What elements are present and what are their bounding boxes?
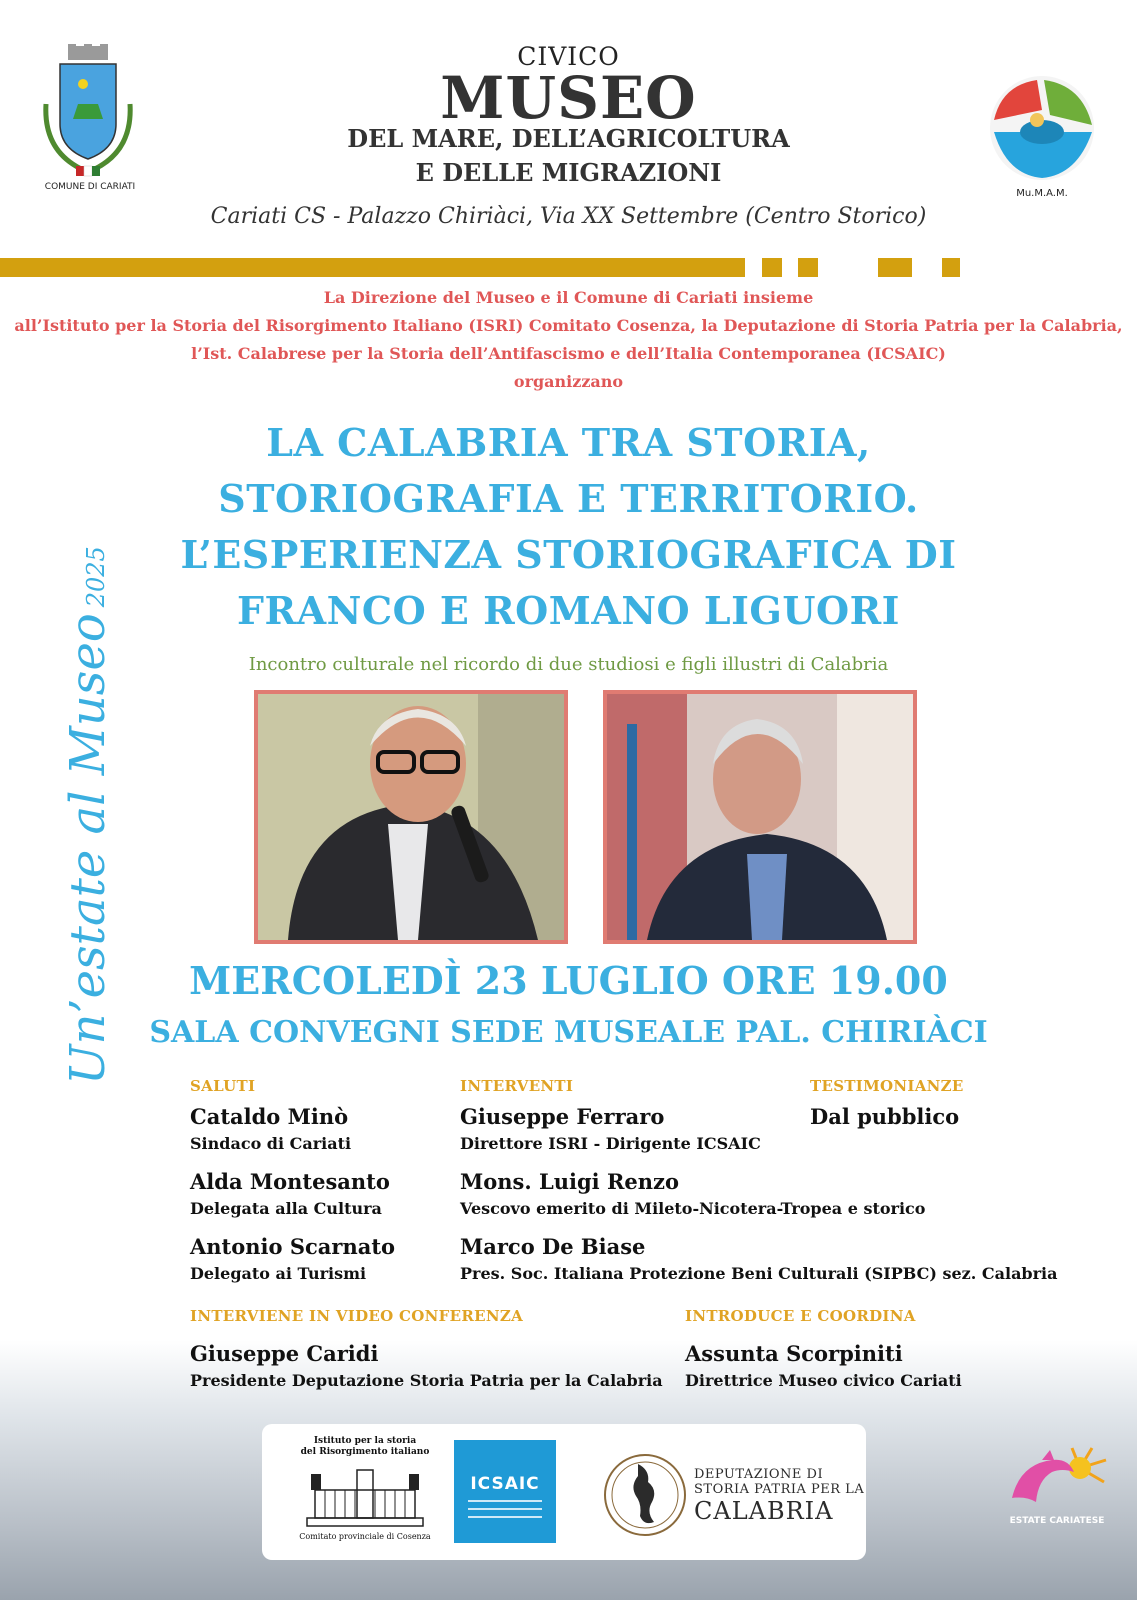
saluti-heading: SALUTI bbox=[190, 1077, 256, 1095]
mumam-label: Mu.M.A.M. bbox=[1016, 188, 1068, 199]
isri-title-2: del Risorgimento italiano bbox=[300, 1447, 430, 1457]
estate-cariatese-label: ESTATE CARIATESE bbox=[1009, 1516, 1105, 1526]
gold-divider-block bbox=[798, 258, 818, 277]
organizers-line: all’Istituto per la Storia del Risorgimento Italiano (ISRI) Comitato Cosenza, la Deputazione di Storia Patria per la Calabria, bbox=[14, 316, 1123, 335]
testimonianze-heading: TESTIMONIANZE bbox=[810, 1077, 964, 1095]
event-title-line: L’ESPERIENZA STORIOGRAFICA DI bbox=[180, 532, 957, 577]
photo-romano-liguori bbox=[603, 690, 917, 944]
organizers-line: l’Ist. Calabrese per la Storia dell’Antifascismo e dell’Italia Contemporanea (ICSAIC) bbox=[191, 344, 946, 363]
speaker-name: Assunta Scorpiniti bbox=[685, 1341, 903, 1366]
event-title-line: STORIOGRAFIA E TERRITORIO. bbox=[218, 476, 919, 521]
event-subtitle: Incontro culturale nel ricordo di due studiosi e figli illustri di Calabria bbox=[248, 654, 889, 675]
speaker-name: Marco De Biase bbox=[460, 1234, 646, 1259]
interventi-heading: INTERVENTI bbox=[460, 1077, 574, 1095]
gold-divider-block bbox=[762, 258, 782, 277]
coordina-heading: INTRODUCE E COORDINA bbox=[685, 1307, 916, 1325]
icsaic-label: ICSAIC bbox=[470, 1474, 540, 1494]
portrait-man-reading-icon bbox=[607, 694, 913, 940]
museum-address: Cariati CS - Palazzo Chiriàci, Via XX Settembre (Centro Storico) bbox=[210, 204, 927, 229]
gold-divider-block bbox=[878, 258, 912, 277]
speaker-name: Giuseppe Ferraro bbox=[460, 1104, 665, 1129]
dsp-line1: DEPUTAZIONE DI bbox=[694, 1467, 824, 1482]
speaker-role: Direttore ISRI - Dirigente ICSAIC bbox=[460, 1134, 761, 1153]
calabria-map-seal-icon bbox=[600, 1450, 690, 1540]
header-subtitle-line2: E DELLE MIGRAZIONI bbox=[415, 158, 722, 187]
portrait-man-microphone-icon bbox=[258, 694, 564, 940]
dsp-line3: CALABRIA bbox=[694, 1497, 834, 1525]
isri-title-1: Istituto per la storia bbox=[313, 1436, 417, 1446]
header-civico: CIVICO bbox=[517, 42, 620, 71]
event-venue: SALA CONVEGNI SEDE MUSEALE PAL. CHIRIÀCI bbox=[149, 1015, 988, 1050]
photo-franco-liguori bbox=[254, 690, 568, 944]
speaker-name: Cataldo Minò bbox=[190, 1104, 349, 1129]
isri-subtitle: Comitato provinciale di Cosenza bbox=[299, 1532, 431, 1541]
event-title-line: FRANCO E ROMANO LIGUORI bbox=[237, 588, 900, 633]
isri-logo bbox=[290, 1436, 440, 1546]
testimonianze-text: Dal pubblico bbox=[810, 1104, 960, 1129]
dolphin-sun-icon bbox=[1002, 1446, 1112, 1516]
side-text-year: 2025 bbox=[82, 546, 110, 608]
speaker-role: Direttrice Museo civico Cariati bbox=[685, 1371, 962, 1390]
event-title-line: LA CALABRIA TRA STORIA, bbox=[266, 420, 871, 465]
organizers-line: La Direzione del Museo e il Comune di Cariati insieme bbox=[323, 288, 814, 307]
speaker-name: Alda Montesanto bbox=[190, 1169, 390, 1194]
organizers-line: organizzano bbox=[513, 372, 624, 391]
vittoriano-monument-icon bbox=[305, 1460, 425, 1528]
speaker-role: Sindaco di Cariati bbox=[190, 1134, 352, 1153]
header-museo: MUSEO bbox=[440, 64, 697, 132]
estate-cariatese-logo bbox=[1002, 1446, 1112, 1536]
comune-label: COMUNE DI CARIATI bbox=[44, 182, 136, 192]
speaker-role: Delegato ai Turismi bbox=[190, 1264, 367, 1283]
event-date: MERCOLEDÌ 23 LUGLIO ORE 19.00 bbox=[189, 958, 948, 1003]
header-subtitle-line1: DEL MARE, DELL’AGRICOLTURA bbox=[347, 124, 790, 153]
speaker-name: Mons. Luigi Renzo bbox=[460, 1169, 679, 1194]
speaker-name: Giuseppe Caridi bbox=[190, 1341, 379, 1366]
speaker-role: Delegata alla Cultura bbox=[190, 1199, 382, 1218]
speaker-role: Pres. Soc. Italiana Protezione Beni Culturali (SIPBC) sez. Calabria bbox=[460, 1264, 1058, 1283]
icsaic-logo bbox=[454, 1440, 556, 1543]
vertical-side-text bbox=[60, 546, 116, 1085]
speaker-role: Vescovo emerito di Mileto-Nicotera-Tropea e storico bbox=[460, 1199, 926, 1218]
gold-divider bbox=[0, 258, 745, 277]
video-heading: INTERVIENE IN VIDEO CONFERENZA bbox=[190, 1307, 524, 1325]
dsp-line2: STORIA PATRIA PER LA bbox=[694, 1482, 865, 1497]
gold-divider-block bbox=[942, 258, 960, 277]
speaker-name: Antonio Scarnato bbox=[190, 1234, 396, 1259]
side-text-main: Un’estate al Museo bbox=[60, 613, 116, 1085]
speaker-role: Presidente Deputazione Storia Patria per la Calabria bbox=[190, 1371, 663, 1390]
